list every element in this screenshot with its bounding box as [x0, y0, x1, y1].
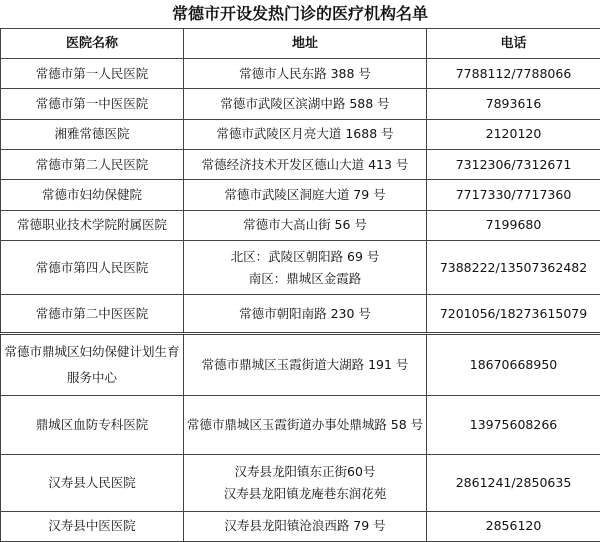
- hospital-phone: 7199680: [427, 210, 600, 240]
- table-row: [1, 240, 600, 295]
- table-row: [1, 59, 600, 89]
- table-row: [1, 119, 600, 149]
- hospital-name: 鼎城区血防专科医院: [1, 396, 184, 455]
- hospital-name: 常德市第一中医医院: [1, 89, 184, 119]
- hospital-name: 常德市第一人民医院: [1, 59, 184, 89]
- address-line: 北区：武陵区朝阳路 69 号: [230, 248, 380, 264]
- header-row: [1, 29, 600, 59]
- address-line: 南区：鼎城区金霞路: [248, 270, 362, 286]
- address-line: 常德市武陵区滨湖中路 588 号: [220, 95, 390, 111]
- hospital-phone: 2856120: [427, 511, 600, 541]
- hospital-phone: 13975608266: [427, 396, 600, 455]
- hospital-address: [184, 333, 427, 396]
- address-line: 汉寿县龙阳镇沧浪西路 79 号: [224, 518, 386, 534]
- hospital-phone: 7717330/7717360: [427, 180, 600, 210]
- hospital-address: [184, 119, 427, 149]
- address-line: 常德市大高山街 56 号: [243, 217, 367, 233]
- hospital-address: [184, 59, 427, 89]
- hospital-table: [0, 28, 600, 542]
- address-line: 常德市鼎城区玉霞街道大湖路 191 号: [201, 357, 409, 373]
- hospital-phone: 7388222/13507362482: [427, 240, 600, 295]
- table-row: [1, 455, 600, 512]
- table-row: [1, 149, 600, 179]
- hospital-name: 常德职业技术学院附属医院: [1, 210, 184, 240]
- hospital-name: 常德市第二中医医院: [1, 295, 184, 333]
- hospital-address: [184, 396, 427, 455]
- address-line: 常德市朝阳南路 230 号: [239, 305, 371, 321]
- table-row: [1, 511, 600, 541]
- hospital-address: [184, 180, 427, 210]
- hospital-address: [184, 240, 427, 295]
- hospital-phone: 7201056/18273615079: [427, 295, 600, 333]
- hospital-phone: 18670668950: [427, 333, 600, 396]
- table-row: [1, 396, 600, 455]
- hospital-address: [184, 295, 427, 333]
- hospital-name: 汉寿县中医医院: [1, 511, 184, 541]
- hospital-phone: 7893616: [427, 89, 600, 119]
- address-line: 汉寿县龙阳镇龙庵巷东润花苑: [223, 485, 387, 501]
- hospital-name: 常德市妇幼保健院: [1, 180, 184, 210]
- hospital-name: 常德市第四人民医院: [1, 240, 184, 295]
- address-line: 汉寿县龙阳镇东正街60号: [234, 463, 376, 479]
- hospital-phone: 7788112/7788066: [427, 59, 600, 89]
- page-title: 常德市开设发热门诊的医疗机构名单: [171, 4, 428, 23]
- hospital-phone: 7312306/7312671: [427, 149, 600, 179]
- hospital-address: [184, 89, 427, 119]
- hospital-phone: 2861241/2850635: [427, 455, 600, 512]
- hospital-name: 汉寿县人民医院: [1, 455, 184, 512]
- address-line: 常德市人民东路 388 号: [239, 65, 371, 81]
- hospital-address: [184, 455, 427, 512]
- header-name: 医院名称: [1, 29, 184, 59]
- hospital-phone: 2120120: [427, 119, 600, 149]
- table-row: [1, 180, 600, 210]
- header-phone: 电话: [427, 29, 600, 59]
- address-line: 常德市武陵区洞庭大道 79 号: [224, 186, 386, 202]
- hospital-name: 湘雅常德医院: [1, 119, 184, 149]
- hospital-address: [184, 149, 427, 179]
- table-row: [1, 295, 600, 333]
- table-row: [1, 210, 600, 240]
- address-line: 常德经济技术开发区德山大道 413 号: [201, 156, 409, 172]
- address-line: 常德市鼎城区玉霞街道办事处鼎城路 58 号: [186, 417, 424, 433]
- table-row: [1, 333, 600, 396]
- header-address: 地址: [184, 29, 427, 59]
- address-line: 常德市武陵区月亮大道 1688 号: [216, 126, 394, 142]
- hospital-address: [184, 210, 427, 240]
- hospital-name: 常德市鼎城区妇幼保健计划生育服务中心: [1, 333, 184, 396]
- hospital-address: [184, 511, 427, 541]
- table-row: [1, 89, 600, 119]
- hospital-name: 常德市第二人民医院: [1, 149, 184, 179]
